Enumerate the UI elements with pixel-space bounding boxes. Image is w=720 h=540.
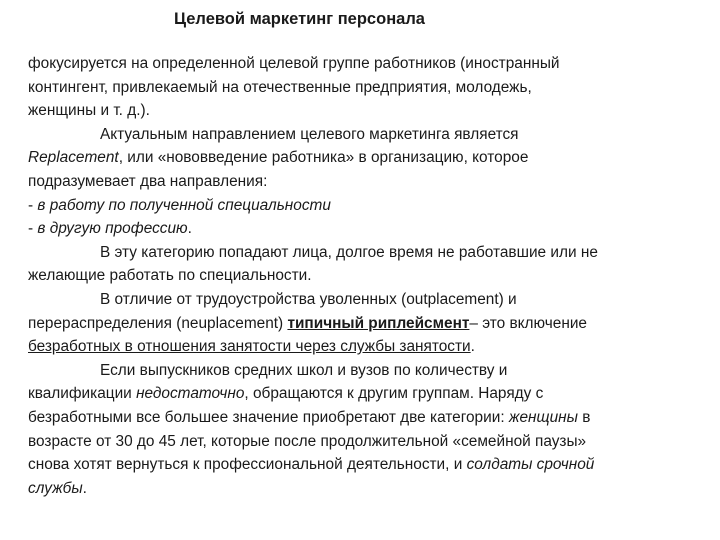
text-line (28, 99, 708, 123)
text-span: , или «нововведение работника» в организацию, которое (118, 149, 529, 167)
text-line (28, 194, 708, 218)
text-span: – это включение (469, 314, 587, 332)
text-line (28, 382, 708, 406)
italic-term: солдаты срочной (466, 456, 595, 474)
text-span: снова хотят вернуться к профессиональной деятельности, и (28, 456, 467, 474)
text-line (28, 123, 708, 147)
text-span: возрасте от 30 до 45 лет, которые после продолжительной «семейной паузы» (28, 432, 587, 450)
text-span: Актуальным направлением целевого маркетинга является (100, 125, 519, 143)
text-line (28, 288, 708, 312)
italic-term: недостаточно (136, 385, 245, 403)
text-line (28, 52, 708, 76)
text-span: женщины и т. д.). (28, 102, 150, 120)
text-line (28, 453, 708, 477)
text-line (28, 477, 708, 501)
text-span: . (82, 479, 87, 497)
text-line (28, 76, 708, 100)
italic-term: в другую профессию (37, 220, 188, 238)
text-line (28, 312, 708, 336)
text-span: желающие работать по специальности. (28, 267, 312, 285)
text-span: . (470, 338, 475, 356)
text-line (28, 406, 708, 430)
text-span: контингент, привлекаемый на отечественные предприятия, молодежь, (28, 78, 532, 96)
text-span: Если выпускников средних школ и вузов по количеству и (100, 361, 508, 379)
text-span: - (28, 220, 38, 238)
bold-underlined-term: типичный риплейсмент (287, 314, 470, 332)
text-line (28, 335, 708, 359)
text-span: в (577, 408, 591, 426)
slide-title: Целевой маркетинг персонала (174, 10, 425, 28)
text-line (28, 170, 708, 194)
text-span: подразумевает два направления: (28, 172, 268, 190)
underlined-span: безработных в отношения занятости через службы занятости (28, 338, 471, 356)
text-line (28, 146, 708, 170)
italic-term: женщины (508, 408, 578, 426)
text-span: , обращаются к другим группам. Наряду с (244, 385, 544, 403)
text-span: . (187, 220, 192, 238)
text-line (28, 241, 708, 265)
text-line (28, 264, 708, 288)
text-span: фокусируется на определенной целевой группе работников (иностранный (28, 55, 560, 72)
body-text (28, 52, 708, 500)
text-line (28, 430, 708, 454)
text-line (28, 217, 708, 241)
text-line (28, 359, 708, 383)
text-span: квалификации (28, 385, 137, 403)
text-span: В эту категорию попадают лица, долгое время не работавшие или не (100, 243, 598, 261)
text-span: безработными все большее значение приобретают две категории: (28, 408, 509, 426)
text-span: В отличие от трудоустройства уволенных (outplacement) и (100, 290, 517, 308)
text-span: перераспределения (neuplacement) (28, 314, 288, 332)
italic-term: Replacement (28, 149, 119, 167)
italic-term: службы (28, 479, 83, 497)
text-span: - (28, 196, 38, 214)
italic-term: в работу по полученной специальности (37, 196, 331, 214)
